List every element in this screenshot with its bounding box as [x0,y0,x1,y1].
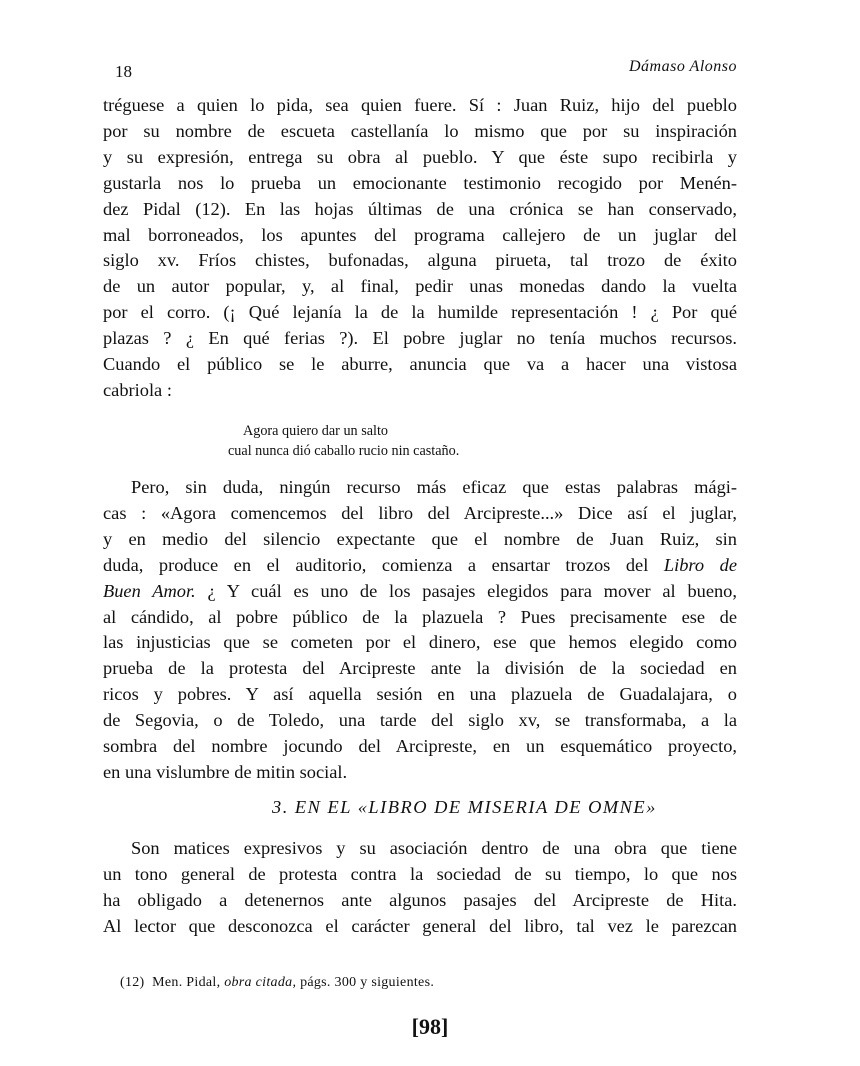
text-line: Pero, sin duda, ningún recurso más eficaz que estas palabras mági- [131,477,737,497]
verse-line-1: Agora quiero dar un salto [243,423,388,439]
book-title-fragment: Libro de [663,554,737,575]
verse-quote [228,421,460,461]
text-line: un tono general de protesta contra la sociedad de su tiempo, lo que nos [103,863,737,884]
book-title-fragment: Buen Amor. [103,580,196,601]
text-line: tréguese a quien lo pida, sea quien fuere. Sí : Juan Ruiz, hijo del pueblo [103,95,737,115]
text-line: cabriola : [103,379,172,400]
text-line: y su expresión, entrega su obra al pueblo. Y que éste supo recibirla y [103,146,737,167]
sheet-number: [98] [411,1014,449,1039]
footnote [120,975,434,991]
text-line: y en medio del silencio expectante que el nombre de Juan Ruiz, sin [103,528,737,549]
section-heading: 3. EN EL «LIBRO DE MISERIA DE OMNE» [272,797,657,817]
text-run: ¿ Y cuál es uno de los pasajes elegidos para mover al bueno, [207,580,737,601]
text-line: por su nombre de escueta castellanía lo mismo que por su inspiración [103,120,737,141]
text-line: siglo xv. Fríos chistes, bufonadas, alguna pirueta, tal trozo de éxito [103,250,737,271]
footnote-citation: obra citada, [224,975,297,990]
running-head: Dámaso Alonso [629,58,737,75]
text-line: cas : «Agora comencemos del libro del Arcipreste...» Dice así el juglar, [103,502,737,523]
text-line: por el corro. (¡ Qué lejanía la de la humilde representación ! ¿ Por qué [103,302,737,323]
text-run: duda, produce en el auditorio, comienza a ensartar trozos del [103,554,649,575]
verse-line-2: cual nunca dió caballo rucio nin castaño. [228,443,460,459]
text-line: mal borroneados, los apuntes del programa callejero de un juglar del [103,224,737,245]
text-line: ricos y pobres. Y así aquella sesión en una plazuela de Guadalajara, o [103,684,737,705]
footnote-text: págs. 300 y siguientes. [300,975,435,990]
text-line: sombra del nombre jocundo del Arcipreste, en un esquemático proyecto, [103,736,737,757]
text-line: de un autor popular, y, al final, pedir unas monedas dando la vuelta [103,276,737,297]
text-line: Al lector que desconozca el carácter general del libro, tal vez le parezcan [103,915,737,936]
text-line: Cuando el público se le aburre, anuncia que va a hacer una vistosa [103,354,737,375]
text-line: en una vislumbre de mitin social. [103,761,348,782]
text-line [103,553,737,579]
paragraph-2 [103,475,737,786]
paragraph-1 [103,93,737,404]
paragraph-3 [103,836,737,940]
text-line [103,579,737,605]
text-line: gustarla nos lo prueba un emocionante testimonio recogido por Menén- [103,172,737,193]
text-line: Son matices expresivos y su asociación dentro de una obra que tiene [131,838,737,858]
text-line: prueba de la protesta del Arcipreste ante la división de la sociedad en [103,658,737,679]
footnote-marker: (12) [120,975,145,990]
text-line: dez Pidal (12). En las hojas últimas de una crónica se han conservado, [103,198,737,219]
text-line: de Segovia, o de Toledo, una tarde del siglo xv, se transformaba, a la [103,710,737,731]
text-line: al cándido, al pobre público de la plazuela ? Pues precisamente ese de [103,606,737,627]
page-number: 18 [115,62,132,81]
text-line: ha obligado a detenernos ante algunos pasajes del Arcipreste de Hita. [103,889,737,910]
text-line: las injusticias que se cometen por el dinero, ese que hemos elegido como [103,632,737,653]
footnote-text: Men. Pidal, [152,975,221,990]
text-line: plazas ? ¿ En qué ferias ?). El pobre juglar no tenía muchos recursos. [103,328,737,349]
